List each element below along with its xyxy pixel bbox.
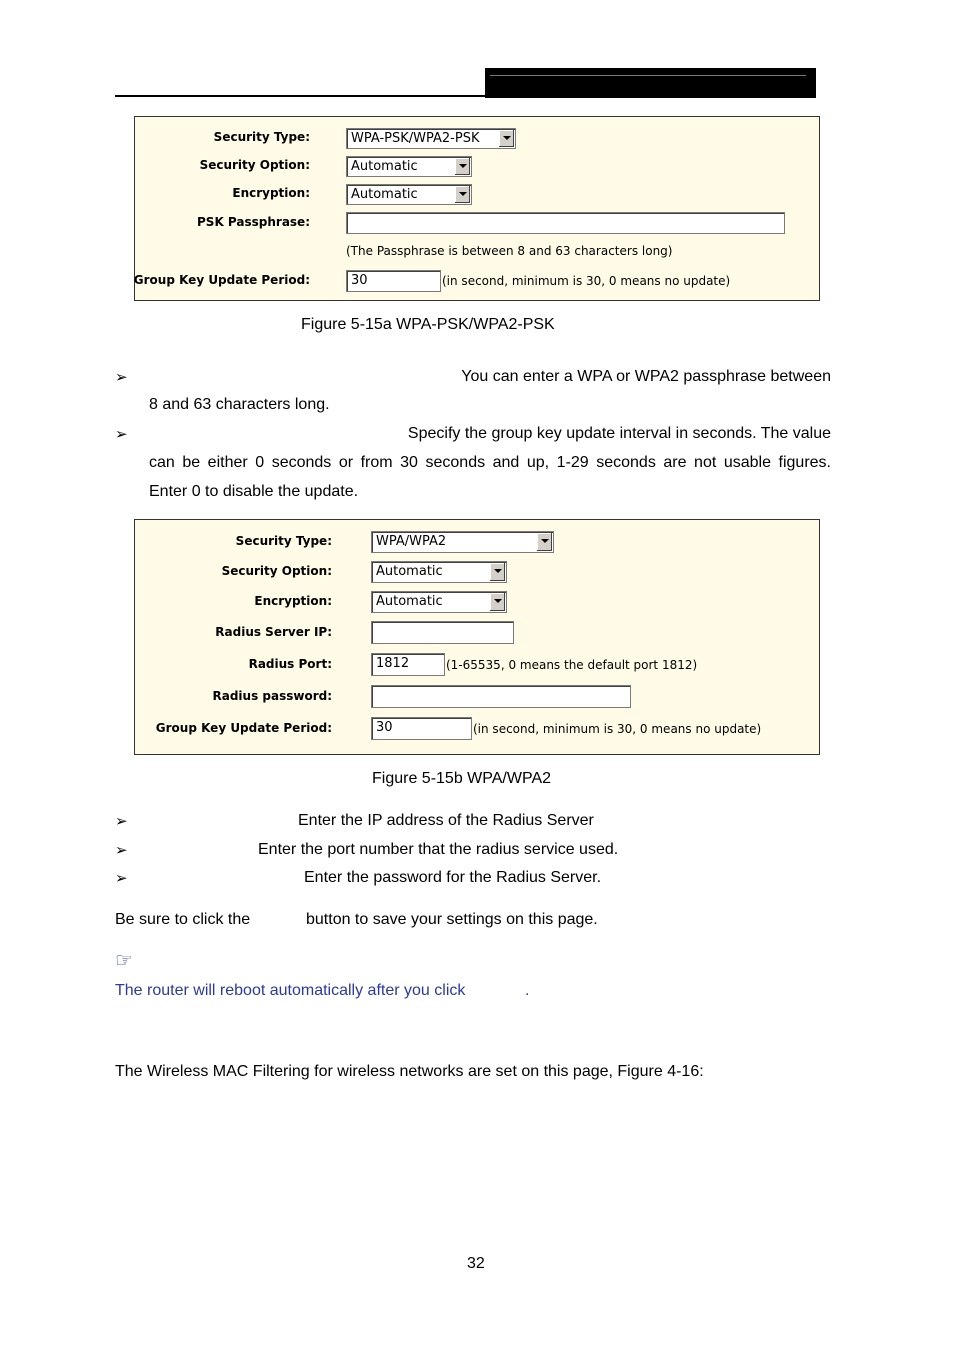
chevron-down-icon [454,186,470,203]
radius-port-label: Radius Port: [248,657,332,671]
note-text-part1: The router will reboot automatically after you click [115,982,466,999]
radius-port-note: (1-65535, 0 means the default port 1812) [446,658,698,672]
save-sentence-part2: button to save your settings on this page. [306,911,598,928]
encryption-select[interactable] [346,184,472,205]
group-key-desc-line3: Enter 0 to disable the update. [149,483,359,500]
security-option-value: Automatic [351,159,418,174]
chevron-down-icon [454,158,470,175]
security-type-value: WPA/WPA2 [376,534,447,549]
psk-passphrase-note: (The Passphrase is between 8 and 63 characters long) [346,244,673,258]
security-option-label: Security Option: [221,564,332,578]
encryption-label: Encryption: [232,186,310,200]
psk-passphrase-input[interactable] [346,212,785,234]
security-type-label: Security Type: [235,534,332,548]
header-block [485,68,816,98]
radius-server-ip-input[interactable] [371,621,514,644]
group-key-desc-line2: can be either 0 seconds or from 30 seconds and up, 1-29 seconds are not usable figures. [149,454,831,471]
security-type-value: WPA-PSK/WPA2-PSK [351,131,480,146]
security-type-select[interactable] [371,531,554,553]
mac-filter-intro: The Wireless MAC Filtering for wireless networks are set on this page, Figure 4-16: [115,1063,704,1080]
encryption-value: Automatic [351,187,418,202]
psk-passphrase-desc-line2: 8 and 63 characters long. [149,396,330,413]
encryption-value: Automatic [376,594,443,609]
bullet-marker: ➢ [115,812,128,830]
radius-port-desc: Enter the port number that the radius service used. [258,841,619,858]
radius-port-input[interactable]: 1812 [371,653,445,676]
group-key-note: (in second, minimum is 30, 0 means no update) [442,274,731,288]
figure-caption-b: Figure 5-15b WPA/WPA2 [372,770,552,787]
radius-ip-desc: Enter the IP address of the Radius Server [298,812,594,829]
group-key-desc-line1: Specify the group key update interval in seconds. The value [407,425,831,442]
group-key-input[interactable]: 30 [346,270,441,292]
security-type-select[interactable] [346,128,516,149]
encryption-label: Encryption: [254,594,332,608]
bullet-marker: ➢ [115,425,128,443]
wpa-settings-panel [134,519,820,755]
wpa-psk-settings-panel [134,116,820,301]
bullet-marker: ➢ [115,368,128,386]
group-key-label: Group Key Update Period: [133,273,310,287]
header-block-line [490,75,806,76]
radius-password-label: Radius password: [212,689,332,703]
bullet-marker: ➢ [115,869,128,887]
header-rule [115,95,485,97]
security-option-label: Security Option: [199,158,310,172]
radius-server-ip-label: Radius Server IP: [215,625,332,639]
chevron-down-icon [498,130,514,147]
chevron-down-icon [489,563,505,581]
page-number: 32 [467,1255,485,1272]
figure-caption-a: Figure 5-15a WPA-PSK/WPA2-PSK [301,316,555,333]
radius-password-desc: Enter the password for the Radius Server. [304,869,602,886]
bullet-marker: ➢ [115,841,128,859]
psk-passphrase-label: PSK Passphrase: [197,215,310,229]
note-text-part2: . [525,982,530,999]
chevron-down-icon [489,593,505,611]
radius-password-input[interactable] [371,685,631,708]
group-key-input[interactable]: 30 [371,717,472,740]
group-key-label: Group Key Update Period: [155,721,332,735]
security-type-label: Security Type: [213,130,310,144]
chevron-down-icon [536,533,552,551]
note-hand-icon: ☞ [115,948,133,972]
save-sentence-part1: Be sure to click the [115,911,251,928]
encryption-select[interactable] [371,591,507,613]
psk-passphrase-desc-line1: You can enter a WPA or WPA2 passphrase between [461,368,831,385]
security-option-value: Automatic [376,564,443,579]
security-option-select[interactable] [371,561,507,583]
security-option-select[interactable] [346,156,472,177]
group-key-note: (in second, minimum is 30, 0 means no update) [473,722,762,736]
